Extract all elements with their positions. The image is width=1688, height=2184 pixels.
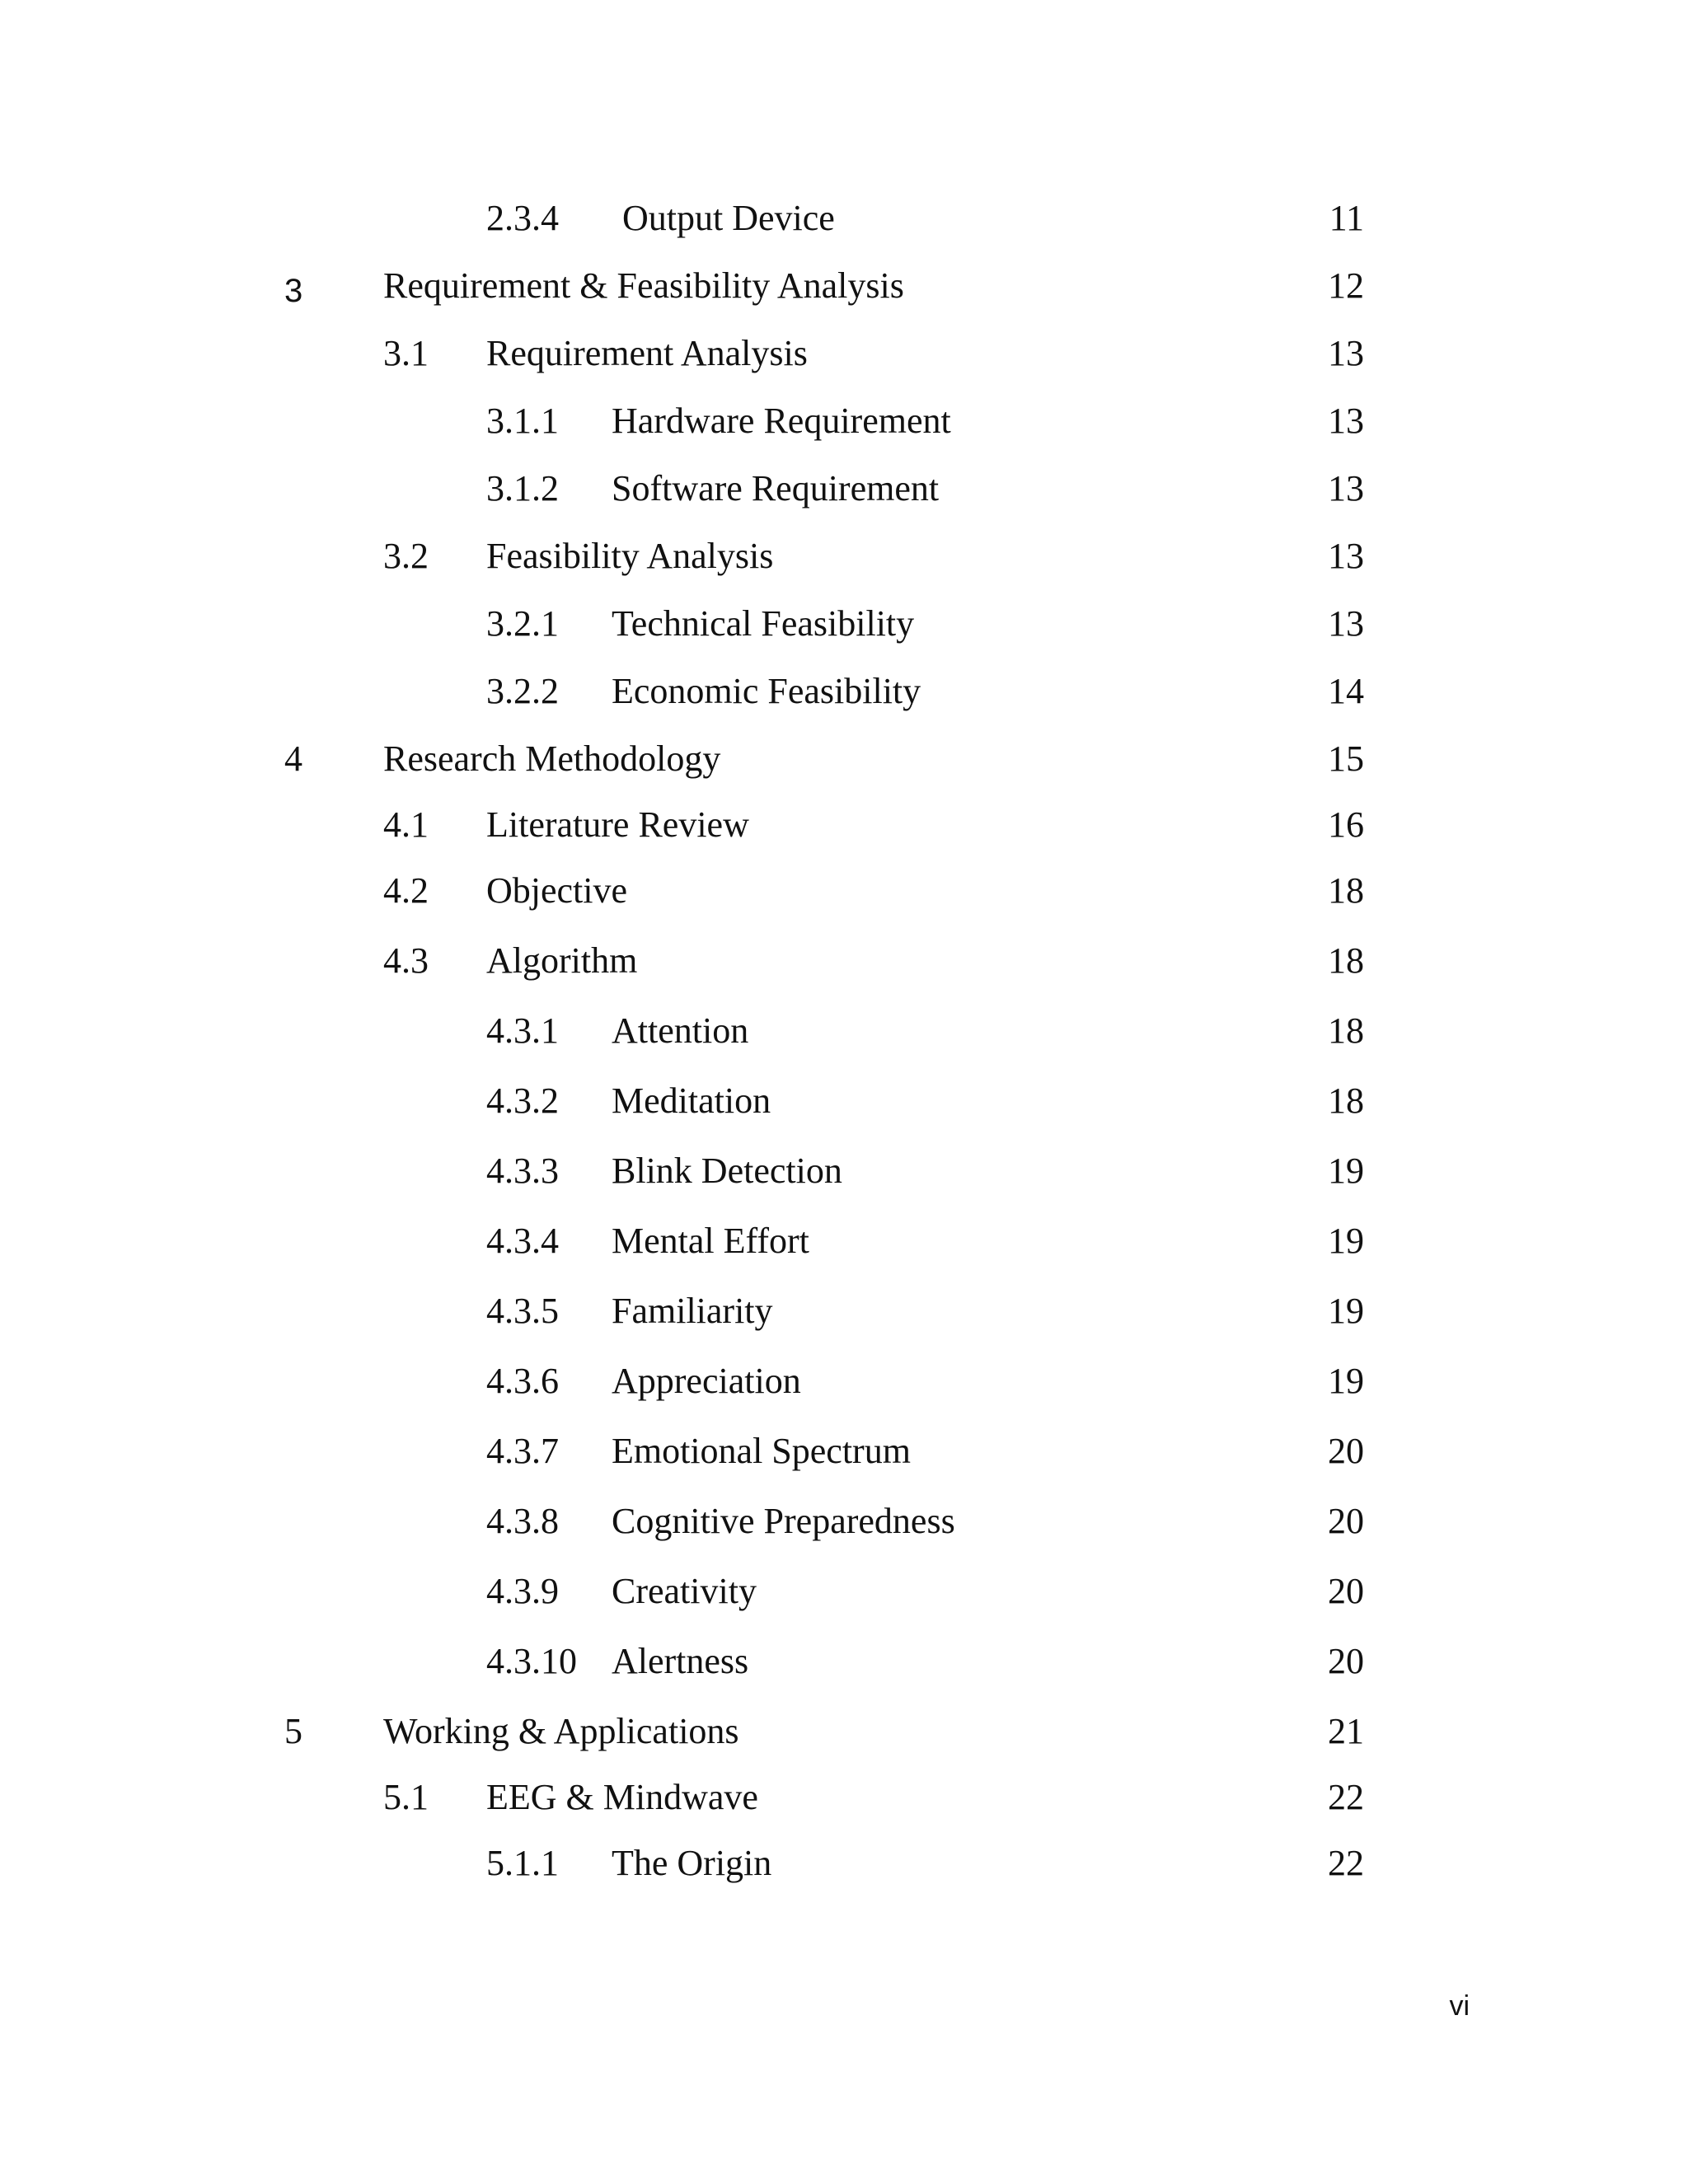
section-number: 2.3.4	[486, 198, 559, 238]
subsection-title: Software Requirement	[612, 468, 940, 509]
toc-entry	[0, 1146, 1688, 1196]
subsection-title: The Origin	[612, 1843, 772, 1883]
toc-entry	[0, 261, 1688, 311]
page-number: 16	[1328, 804, 1364, 845]
subsection-title: Familiarity	[612, 1291, 773, 1331]
toc-entry	[0, 1497, 1688, 1546]
chapter-title: Research Methodology	[383, 738, 721, 779]
toc-entry	[0, 734, 1688, 784]
toc-entry	[0, 667, 1688, 716]
subsection-title: Alertness	[612, 1641, 749, 1681]
toc-entry	[0, 599, 1688, 649]
page-number: 14	[1328, 671, 1364, 711]
toc-entry	[0, 1567, 1688, 1616]
page-number: 13	[1328, 468, 1364, 509]
subsection-number: 3.2.1	[486, 603, 559, 644]
subsection-title: Attention	[612, 1010, 749, 1051]
toc-entry	[0, 464, 1688, 513]
page-number: 20	[1328, 1571, 1364, 1611]
subsection-title: Mental Effort	[612, 1221, 809, 1261]
section-title: Literature Review	[486, 804, 749, 845]
page-number: 19	[1328, 1151, 1364, 1191]
toc-entry	[0, 1773, 1688, 1822]
toc-entry	[0, 936, 1688, 986]
subsection-number: 4.3.3	[486, 1151, 559, 1191]
toc-entry	[0, 532, 1688, 581]
toc-entry	[0, 1707, 1688, 1756]
subsection-title: Hardware Requirement	[612, 401, 951, 441]
subsection-number: 4.3.1	[486, 1010, 559, 1051]
section-title: Requirement Analysis	[486, 333, 808, 373]
page-number: 13	[1328, 536, 1364, 576]
subsection-title: Appreciation	[612, 1361, 801, 1401]
page-number: 19	[1328, 1361, 1364, 1401]
toc-entry	[0, 194, 1688, 243]
page-number: 18	[1328, 1080, 1364, 1121]
subsection-title: Emotional Spectrum	[612, 1431, 911, 1471]
section-number: 3.1	[383, 333, 429, 373]
section-number: 4.1	[383, 804, 429, 845]
toc-entry	[0, 1076, 1688, 1126]
page-number: 22	[1328, 1843, 1364, 1883]
subsection-title: Meditation	[612, 1080, 771, 1121]
section-number: 5.1	[383, 1777, 429, 1817]
subsection-title: Creativity	[612, 1571, 757, 1611]
page-number: 12	[1328, 265, 1364, 306]
subsection-number: 3.2.2	[486, 671, 559, 711]
toc-entry	[0, 396, 1688, 446]
toc-entry	[0, 1286, 1688, 1336]
chapter-number: 4	[284, 738, 302, 779]
page-number: 19	[1328, 1291, 1364, 1331]
page-number: 18	[1328, 940, 1364, 981]
subsection-title: Blink Detection	[612, 1151, 842, 1191]
toc-entry	[0, 1637, 1688, 1686]
toc-entry	[0, 800, 1688, 850]
section-number: 4.2	[383, 870, 429, 911]
page-number: 18	[1328, 870, 1364, 911]
page-number: 13	[1328, 333, 1364, 373]
section-title: Algorithm	[486, 940, 638, 981]
chapter-number: 5	[284, 1711, 302, 1751]
section-title: Output Device	[622, 198, 835, 238]
subsection-number: 4.3.10	[486, 1641, 577, 1681]
subsection-number: 4.3.9	[486, 1571, 559, 1611]
subsection-number: 3.1.2	[486, 468, 559, 509]
subsection-number: 4.3.4	[486, 1221, 559, 1261]
toc-entry	[0, 1839, 1688, 1888]
subsection-number: 4.3.8	[486, 1501, 559, 1541]
toc-entry	[0, 1216, 1688, 1266]
toc-entry	[0, 1006, 1688, 1056]
page-number: 21	[1328, 1711, 1364, 1751]
toc-entry	[0, 1357, 1688, 1406]
subsection-title: Cognitive Preparedness	[612, 1501, 955, 1541]
page-number: 22	[1328, 1777, 1364, 1817]
chapter-title: Working & Applications	[383, 1711, 739, 1751]
subsection-title: Economic Feasibility	[612, 671, 921, 711]
toc-entry	[0, 329, 1688, 378]
chapter-number: 3	[284, 273, 303, 309]
page-number: 15	[1328, 738, 1364, 779]
page-number: 18	[1328, 1010, 1364, 1051]
section-title: Feasibility Analysis	[486, 536, 774, 576]
page-number: 13	[1328, 603, 1364, 644]
section-title: EEG & Mindwave	[486, 1777, 758, 1817]
subsection-number: 3.1.1	[486, 401, 559, 441]
page-number: 20	[1328, 1641, 1364, 1681]
subsection-number: 4.3.7	[486, 1431, 559, 1471]
page-number: 19	[1328, 1221, 1364, 1261]
subsection-number: 4.3.2	[486, 1080, 559, 1121]
chapter-title: Requirement & Feasibility Analysis	[383, 265, 904, 306]
page-number: 11	[1329, 198, 1364, 238]
page-number: 20	[1328, 1501, 1364, 1541]
page-number: 13	[1328, 401, 1364, 441]
section-title: Objective	[486, 870, 628, 911]
footer-page-number: vi	[1449, 1990, 1470, 2022]
subsection-number: 4.3.6	[486, 1361, 559, 1401]
subsection-title: Technical Feasibility	[612, 603, 915, 644]
toc-entry	[0, 866, 1688, 916]
page-number: 20	[1328, 1431, 1364, 1471]
subsection-number: 5.1.1	[486, 1843, 559, 1883]
subsection-number: 4.3.5	[486, 1291, 559, 1331]
section-number: 4.3	[383, 940, 429, 981]
section-number: 3.2	[383, 536, 429, 576]
toc-entry	[0, 1427, 1688, 1476]
